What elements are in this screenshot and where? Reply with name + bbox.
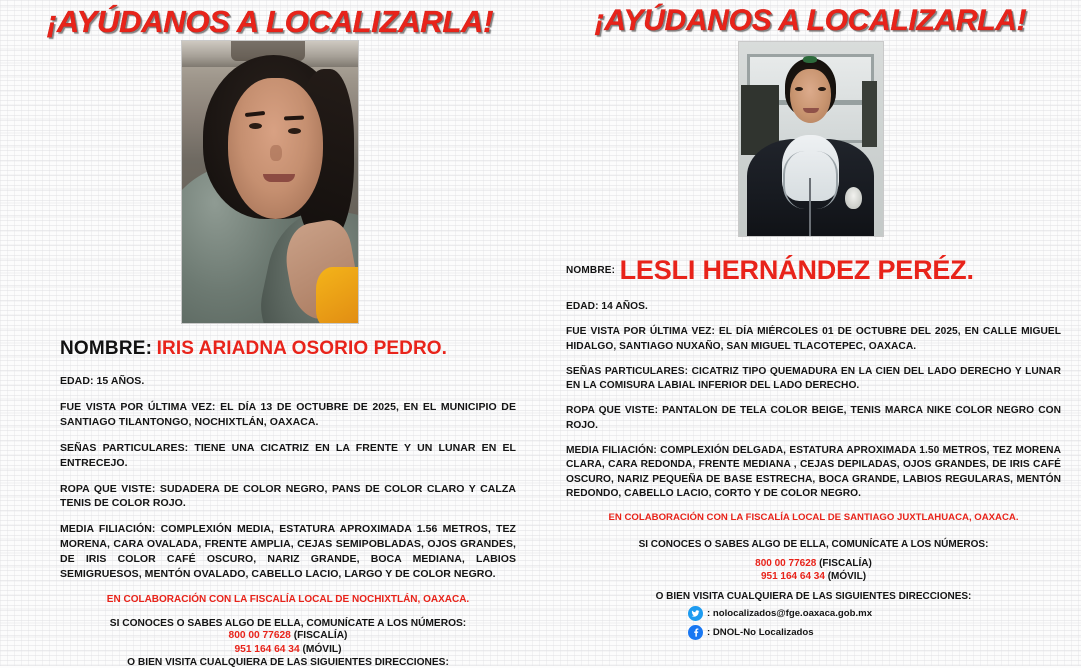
addresses-prompt-text: O BIEN VISITA CUALQUIERA DE LAS SIGUIENTES DIRECCIONES: <box>655 590 972 602</box>
facebook-text: : DNOL-No Localizados <box>707 626 814 638</box>
phone-movil-number: 951 164 64 34 <box>234 643 300 655</box>
phone-fiscalia-number: 800 00 77628 <box>755 557 817 569</box>
photo-orange-object <box>316 267 359 324</box>
phone-movil[interactable] <box>566 570 1061 584</box>
photo-container-right <box>540 36 1081 237</box>
twitter-icon <box>688 606 703 621</box>
spacer <box>566 584 1061 591</box>
nombre-label: NOMBRE: <box>60 338 153 359</box>
spacer <box>566 550 1061 557</box>
phone-fiscalia[interactable] <box>566 557 1061 571</box>
phone-fiscalia-number: 800 00 77628 <box>228 629 291 641</box>
email-address-row[interactable] <box>688 606 1061 621</box>
physical-description-text: MEDIA FILIACIÓN: COMPLEXIÓN MEDIA, ESTATURA APROXIMADA 1.56 METROS, TEZ MORENA, CARA OVALADA, FRENTE AMPLIA, CEJAS SEMIPOBLADAS, OJOS GRANDES, DE IRIS COLOR CAFÉ OSCURO, NARIZ GRANDE, BOCA MEDIANA, LABIOS SEMIGRUESOS, MENTÓN OVALADO, CABELLO LACIO, LARGO Y DE COLOR NEGRO. <box>60 523 516 581</box>
photo-eye-left <box>249 123 262 129</box>
poster-body-right <box>540 237 1081 640</box>
photo-zipper <box>809 178 811 236</box>
age-text: EDAD: 15 AÑOS. <box>60 375 145 387</box>
name-row-right <box>566 255 1061 286</box>
nombre-label: NOMBRE: <box>566 265 616 276</box>
phone-movil-number: 951 164 64 34 <box>760 571 825 583</box>
email-text: : nolocalizados@fge.oaxaca.gob.mx <box>707 607 873 619</box>
photo-hair-bow <box>803 56 817 63</box>
phone-movil-label: (MÓVIL) <box>299 643 342 655</box>
contact-prompt-text: SI CONOCES O SABES ALGO DE ELLA, COMUNÍCATE A LOS NÚMEROS: <box>109 617 467 629</box>
clothing-text: ROPA QUE VISTE: PANTALON DE TELA COLOR BEIGE, TENIS MARCA NIKE COLOR NEGRO CON ROJO. <box>566 405 1061 431</box>
phone-movil-label: (MÓVIL) <box>824 571 867 583</box>
collaboration-text: EN COLABORACIÓN CON LA FISCALÍA LOCAL DE SANTIAGO JUXTLAHUACA, OAXACA. <box>608 512 1019 524</box>
age-text: EDAD: 14 AÑOS. <box>566 301 648 312</box>
photo-eye-right <box>818 87 826 91</box>
photo-nose <box>270 145 282 161</box>
missing-person-name: LESLI HERNÁNDEZ PERÉZ. <box>619 255 974 285</box>
missing-person-name: IRIS ARIADNA OSORIO PEDRO. <box>156 338 448 359</box>
clothing-text: ROPA QUE VISTE: SUDADERA DE COLOR NEGRO, PANS DE COLOR CLARO Y CALZA TENIS DE COLOR ROJO. <box>60 482 516 510</box>
photo-eyebrow-right <box>284 115 304 120</box>
phone-fiscalia-label: (FISCALÍA) <box>816 557 872 569</box>
distinguishing-marks-text: SEÑAS PARTICULARES: TIENE UNA CICATRIZ EN LA FRENTE Y UN LUNAR EN EL ENTRECEJO. <box>60 441 516 469</box>
last-seen-text: FUE VISTA POR ÚLTIMA VEZ: EL DÍA 13 DE OCTUBRE DE 2025, EN EL MUNICIPIO DE SANTIAGO TILANTONGO, NOCHIXTLÁN, OAXACA. <box>60 400 516 428</box>
facebook-address-row[interactable] <box>688 625 1061 640</box>
phone-movil[interactable] <box>60 643 516 657</box>
contact-prompt-text: SI CONOCES O SABES ALGO DE ELLA, COMUNÍCATE A LOS NÚMEROS: <box>638 538 989 550</box>
distinguishing-marks-text: SEÑAS PARTICULARES: CICATRIZ TIPO QUEMADURA EN LA CIEN DEL LADO DERECHO Y LUNAR EN LA COMISURA LABIAL INFERIOR DEL LADO DERECHO. <box>566 365 1061 392</box>
poster-body-left <box>0 324 540 668</box>
poster-iris-ariadna-osorio-pedro <box>0 0 540 666</box>
photo-eye-left <box>795 87 803 91</box>
photo-container-left <box>0 37 540 324</box>
photo-face <box>790 69 830 123</box>
poster-lesli-hernandez-perez <box>540 0 1081 666</box>
phone-fiscalia[interactable] <box>60 629 516 643</box>
photo-mouth <box>263 174 295 182</box>
photo-school-badge <box>845 187 862 209</box>
collaboration-text: EN COLABORACIÓN CON LA FISCALÍA LOCAL DE NOCHIXTLÁN, OAXACA. <box>106 593 470 605</box>
last-seen-text: FUE VISTA POR ÚLTIMA VEZ: EL DÍA MIÉRCOLES 01 DE OCTUBRE DEL 2025, EN CALLE MIGUEL HIDALGO, SANTIAGO NUXAÑO, SAN MIGUEL TLACOTEPEC, OAXACA. <box>566 326 1061 352</box>
poster-headline-left: ¡AYÚDANOS A LOCALIZARLA! <box>46 4 494 39</box>
missing-person-photo-iris <box>181 40 359 324</box>
poster-headline-right: ¡AYÚDANOS A LOCALIZARLA! <box>594 4 1027 37</box>
phone-fiscalia-label: (FISCALÍA) <box>290 629 348 641</box>
missing-person-photo-lesli <box>738 41 884 237</box>
photo-dark-panel-right <box>862 81 876 147</box>
addresses-prompt-text: O BIEN VISITA CUALQUIERA DE LAS SIGUIENTES DIRECCIONES: <box>127 656 449 668</box>
physical-description-text: MEDIA FILIACIÓN: COMPLEXIÓN DELGADA, ESTATURA APROXIMADA 1.50 METROS, TEZ MORENA CLARA, CARA REDONDA, FRENTE MEDIANA , CEJAS DEPILADAS, OJOS GRANDES, DE IRIS CAFÉ OSCURO, NARIZ PEQUEÑA DE BASE ESTRECHA, BOCA GRANDE, LABIOS REGULARAS, MENTÓN REDONDO, CABELLO LACIO, CORTO Y DE COLOR NEGRO. <box>566 444 1061 499</box>
name-row-left <box>60 338 516 360</box>
facebook-icon <box>688 625 703 640</box>
